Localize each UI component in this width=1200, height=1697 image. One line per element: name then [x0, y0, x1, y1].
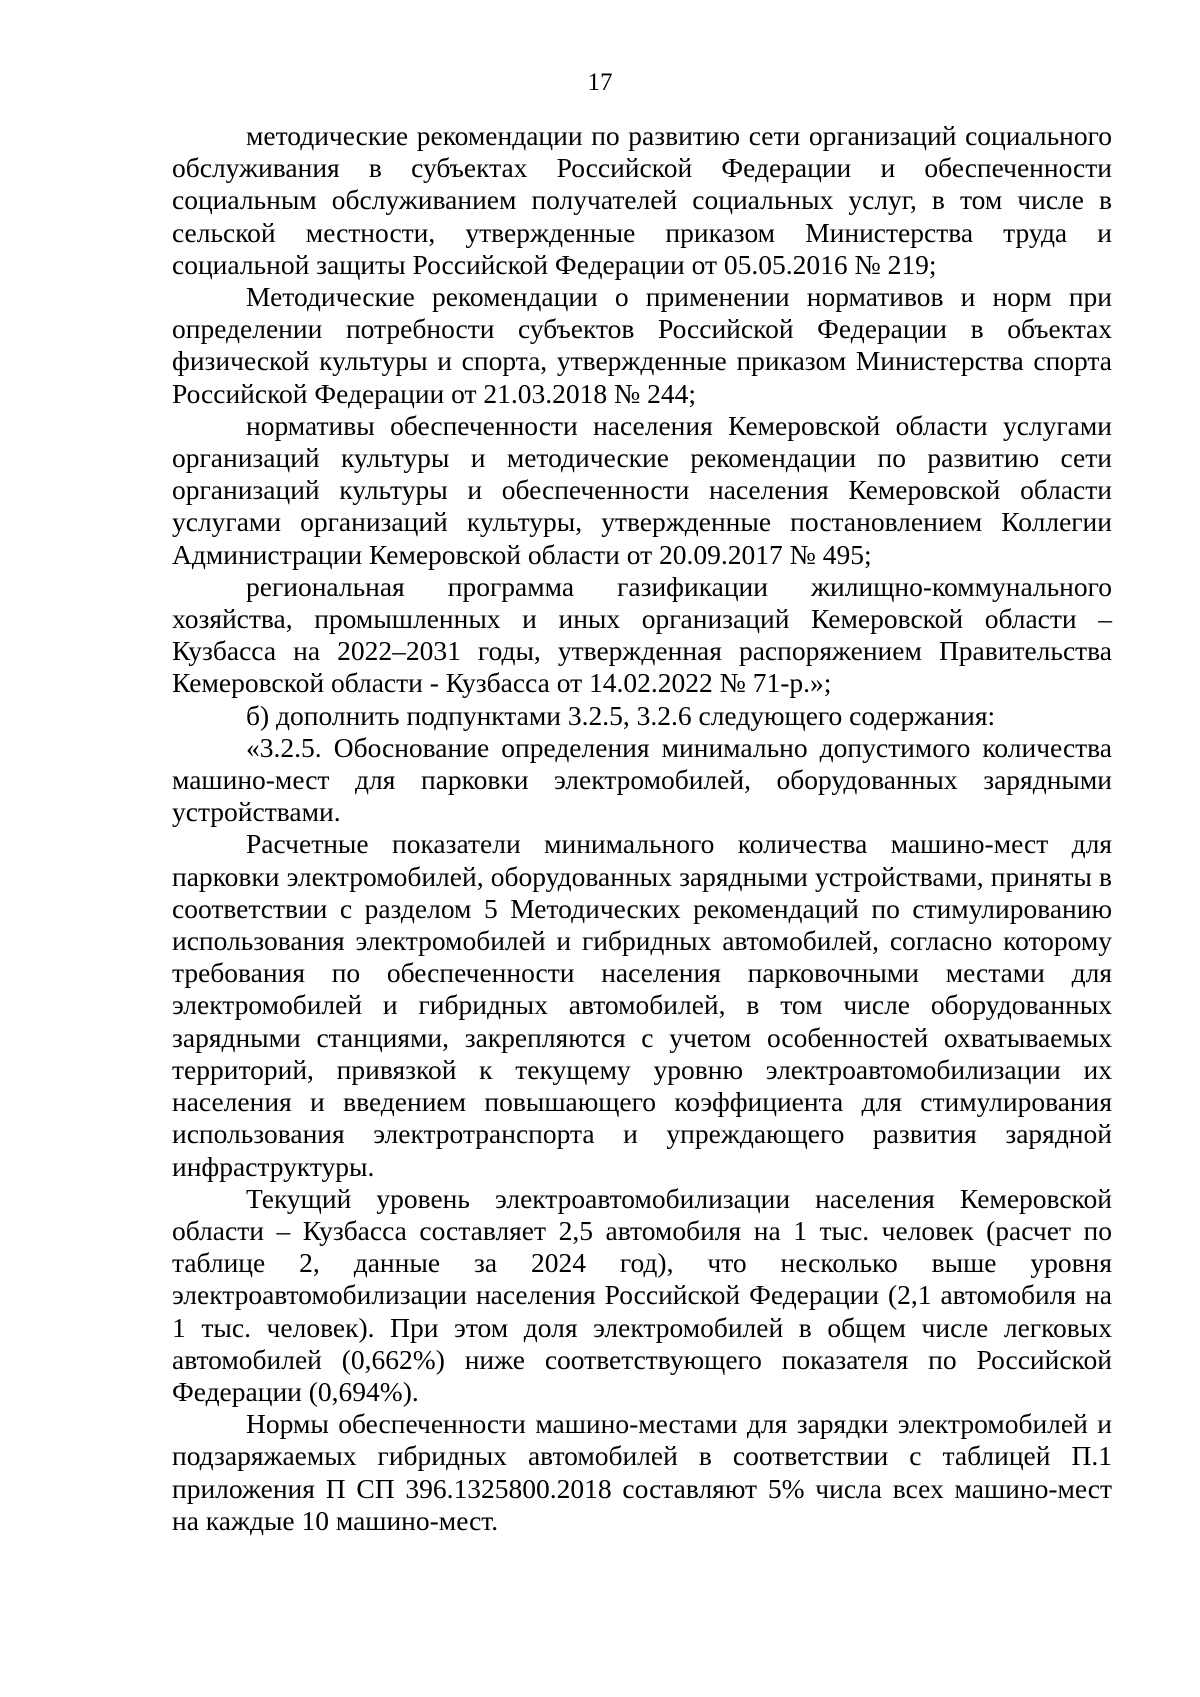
- paragraph-amendment-intro: б) дополнить подпунктами 3.2.5, 3.2.6 следующего содержания:: [246, 699, 996, 731]
- paragraph-calculated-indicators: Расчетные показатели минимального количества машино-мест для парковки электромобилей, оборудованных зарядными устройствами, приняты в соответствии с разделом 5 Методических рекомендаций по стимулированию использования электромобилей и гибридных автомобилей, согласно которому требования по обеспеченности населения парковочными местами для электромобилей и гибридных автомобилей, в том числе оборудованных зарядными станциями, закрепляются с учетом особенностей охватываемых территорий, привязкой к текущему уровню электроавтомобилизации их населения и введением повышающего коэффициента для стимулирования использования электротранспорта и упреждающего развития зарядной инфраструктуры.: [172, 828, 1112, 1182]
- paragraph-sport-recommendations: Методические рекомендации о применении нормативов и норм при определении потребности субъектов Российской Федерации в объектах физической культуры и спорта, утвержденные приказом Министерства спорта Российской Федерации от 21.03.2018 № 244;: [172, 281, 1112, 409]
- page-number: 17: [587, 69, 613, 96]
- paragraph-current-ev-level: Текущий уровень электроавтомобилизации населения Кемеровской области – Кузбасса составляет 2,5 автомобиля на 1 тыс. человек (расчет по таблице 2, данные за 2024 год), что несколько выше уровня электроавтомобилизации населения Российской Федерации (2,1 автомобиля на 1 тыс. человек). При этом доля электромобилей в общем числе легковых автомобилей (0,662%) ниже соответствующего показателя по Российской Федерации (0,694%).: [172, 1182, 1112, 1407]
- paragraph-gasification-program: региональная программа газификации жилищно-коммунального хозяйства, промышленных и иных организаций Кемеровской области – Кузбасса на 2022–2031 годы, утвержденная распоряжением Правительства Кемеровской области - Кузбасса от 14.02.2022 № 71-р.»;: [172, 570, 1112, 699]
- paragraph-social-services-recommendations: методические рекомендации по развитию сети организаций социального обслуживания в субъектах Российской Федерации и обеспеченности социальным обслуживанием получателей социальных услуг, в том числе в сельской местности, утвержденные приказом Министерства труда и социальной защиты Российской Федерации от 05.05.2016 № 219;: [172, 120, 1112, 280]
- paragraph-parking-norms: Нормы обеспеченности машино-местами для зарядки электромобилей и подзаряжаемых гибридных автомобилей в соответствии с таблицей П.1 приложения П СП 396.1325800.2018 составляют 5% числа всех машино-мест на каждые 10 машино-мест.: [172, 1408, 1112, 1536]
- paragraph-culture-norms: нормативы обеспеченности населения Кемеровской области услугами организаций культуры и методические рекомендации по развитию сети организаций культуры и обеспеченности населения Кемеровской области услугами организаций культуры, утвержденные постановлением Коллегии Администрации Кемеровской области от 20.09.2017 № 495;: [172, 409, 1112, 570]
- paragraph-section-3-2-5-heading: «3.2.5. Обоснование определения минимально допустимого количества машино-мест для парковки электромобилей, оборудованных зарядными устройствами.: [172, 731, 1112, 828]
- document-body: [172, 120, 1112, 1537]
